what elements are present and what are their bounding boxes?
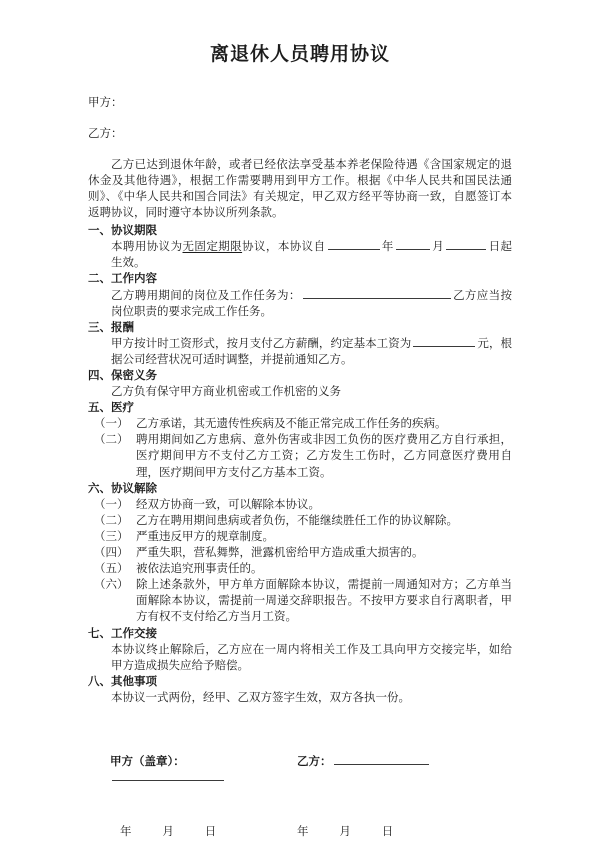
section-work-content: [88, 271, 512, 319]
section-medical: [88, 400, 512, 480]
work-text-pre: 乙方聘用期间的岗位及工作任务为：: [111, 289, 301, 302]
term-underlined-text: 无固定期限: [182, 241, 243, 254]
item-text: 乙方承诺，其无遗传性疾病及不能正常完成工作任务的疾病。: [136, 418, 447, 431]
item-text: 严重失职，营私舞弊，泄露机密给甲方造成重大损害的。: [136, 547, 424, 560]
day-label: 日起生效。: [111, 241, 513, 270]
month-label: 月: [431, 241, 445, 254]
item-text: 聘用期间如乙方患病、意外伤害或非因工负伤的医疗费用乙方自行承担，医疗期间甲方不支付乙方工资；乙方发生工伤时，乙方同意医疗费用自理，医疗期间甲方支付乙方基本工资。: [136, 434, 512, 479]
item-text: 经双方协商一致，可以解除本协议。: [136, 498, 320, 511]
month-label: 月: [162, 826, 174, 839]
section-heading: 一、协议期限: [88, 225, 157, 238]
item-marker: （一）: [94, 418, 129, 431]
section-remuneration: [88, 320, 512, 368]
blank-signature-a: [112, 770, 224, 781]
year-label: 年: [381, 241, 394, 254]
section-handover: [88, 626, 512, 674]
item-marker: （三）: [94, 530, 129, 543]
party-b-line: 乙方：: [88, 127, 123, 140]
list-item: [94, 577, 512, 625]
month-label: 月: [339, 826, 351, 839]
blank-task: [303, 288, 451, 299]
blank-month: [396, 239, 430, 250]
section-miscellaneous: [88, 674, 512, 706]
section-body: [111, 239, 512, 271]
signature-party-a: [88, 754, 297, 786]
blank-day: [446, 239, 486, 250]
list-item: [94, 432, 512, 480]
date-party-a: [88, 824, 297, 840]
year-label: 年: [297, 826, 309, 839]
list-item: [94, 497, 512, 513]
pay-text-pre: 甲方按计时工资形式，按月支付乙方薪酬，约定基本工资为: [111, 337, 412, 350]
party-a-line: 甲方：: [88, 96, 123, 109]
day-label: 日: [381, 826, 394, 839]
section-body: [111, 288, 512, 320]
term-text-pre: 本聘用协议为: [111, 241, 183, 254]
term-text-mid: 协议，本协议自: [242, 241, 326, 254]
year-label: 年: [120, 826, 132, 839]
date-party-b: [297, 824, 512, 840]
section-heading: 三、报酬: [88, 321, 134, 334]
signature-party-b: [297, 754, 512, 786]
item-marker: （二）: [94, 514, 129, 527]
item-marker: （二）: [94, 434, 129, 447]
item-text: 乙方在聘用期间患病或者负伤，不能继续胜任工作的协议解除。: [136, 514, 458, 527]
day-label: 日: [204, 826, 217, 839]
list-item: [94, 561, 512, 577]
item-marker: （一）: [94, 498, 129, 511]
section-body: 本协议终止解除后，乙方应在一周内将相关工作及工具向甲方交接完毕，如给甲方造成损失应给予赔偿。: [111, 643, 512, 672]
document-title: 离退休人员聘用协议: [209, 44, 390, 65]
item-marker: （五）: [94, 563, 129, 576]
intro-paragraph: 乙方已达到退休年龄，或者已经依法享受基本养老保险待遇《含国家规定的退休金及其他待遇》，根据工作需要聘用到甲方工作。根据《中华人民共和国民法通则》、《中华人民共和国合同法》有关规定，甲乙双方经平等协商一致，自愿签订本返聘协议，同时遵守本协议所列条款。: [88, 158, 512, 220]
list-item: [94, 529, 512, 545]
section-heading: 六、协议解除: [88, 482, 157, 495]
item-marker: （六）: [94, 579, 129, 592]
party-a-seal-label: 甲方（盖章）：: [110, 755, 185, 768]
section-heading: 七、工作交接: [88, 627, 157, 640]
section-termination: [88, 481, 512, 626]
section-heading: 八、其他事项: [88, 675, 157, 688]
section-agreement-term: [88, 223, 512, 271]
signature-row: [88, 754, 512, 786]
item-marker: （四）: [94, 547, 129, 560]
section-heading: 五、医疗: [88, 402, 134, 415]
section-confidentiality: [88, 368, 512, 400]
work-text-post: 乙方应当按岗位职责的要求完成工作任务。: [111, 289, 513, 318]
blank-signature-b: [334, 754, 429, 765]
section-body: 乙方负有保守甲方商业机密或工作机密的义务: [111, 386, 341, 399]
party-b-sign-label: 乙方：: [297, 755, 332, 768]
blank-year: [328, 239, 380, 250]
blank-salary: [413, 336, 475, 347]
section-body: [111, 336, 512, 368]
list-item: [94, 416, 512, 432]
date-row: [88, 824, 512, 840]
section-heading: 二、工作内容: [88, 273, 157, 286]
item-text: 被依法追究刑事责任的。: [136, 563, 263, 576]
list-item: [94, 513, 512, 529]
item-text: 严重违反甲方的规章制度。: [136, 530, 274, 543]
list-item: [94, 545, 512, 561]
item-text: 除上述条款外，甲方单方面解除本协议，需提前一周通知对方；乙方单当面解除本协议，需提前一周递交辞职报告。不按甲方要求自行离职者，甲方有权不支付给乙方当月工资。: [136, 579, 512, 624]
section-body: 本协议一式两份，经甲、乙双方签字生效，双方各执一份。: [111, 691, 410, 704]
pay-text-post: 元，根据公司经营状况可适时调整，并提前通知乙方。: [111, 337, 512, 366]
section-heading: 四、保密义务: [88, 370, 157, 382]
